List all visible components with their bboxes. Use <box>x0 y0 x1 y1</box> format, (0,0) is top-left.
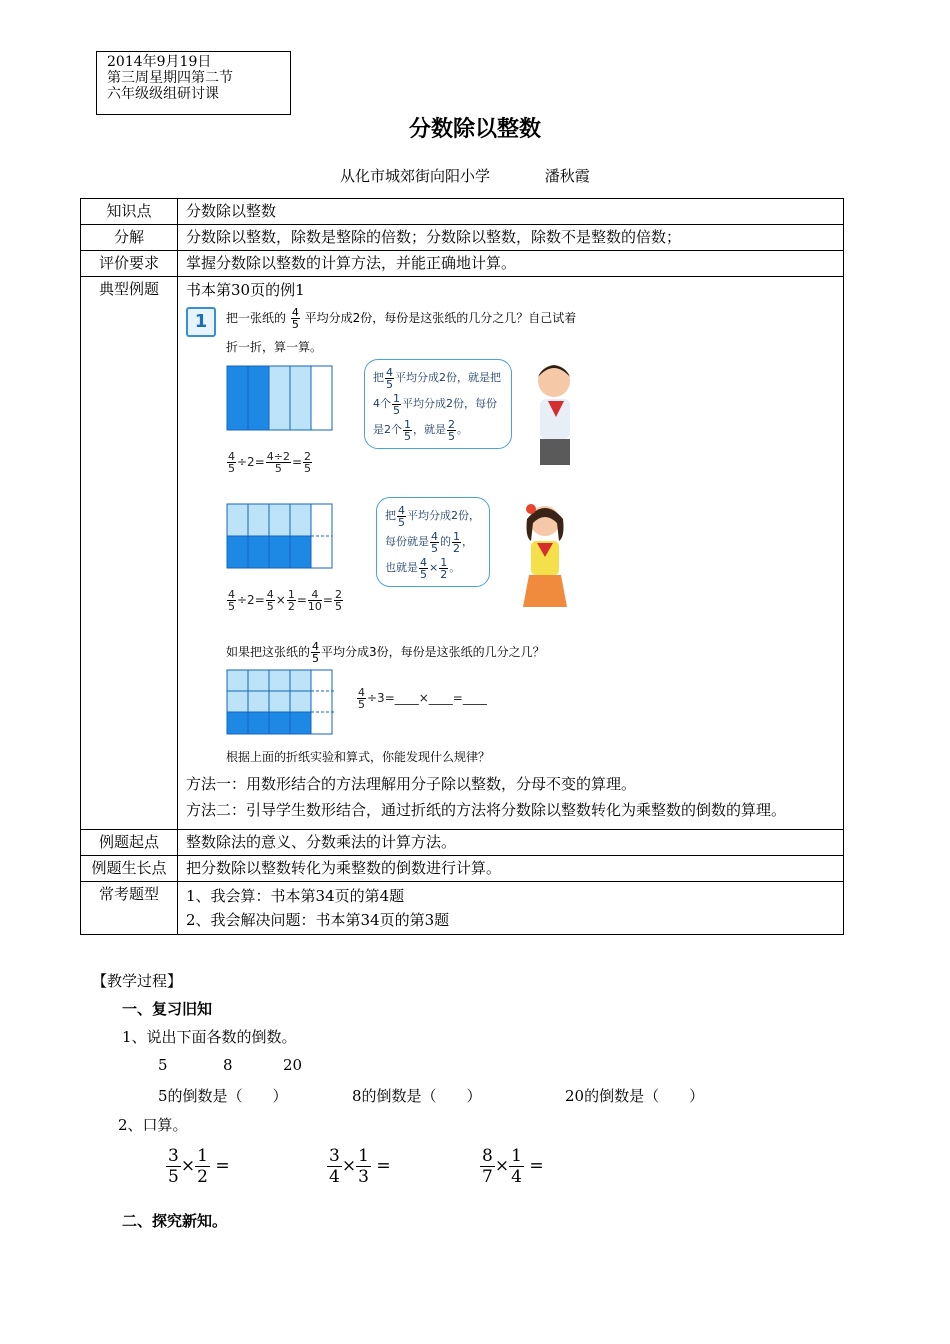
reciprocal-blank-5: 5的倒数是（ ） <box>158 1087 288 1105</box>
lesson-date: 2014年9月19日 <box>107 54 212 70</box>
question-line-2: 折一折，算一算。 <box>226 340 323 354</box>
number-5: 5 <box>158 1056 168 1074</box>
fraction-1-5: $\frac{1}{5}$ <box>393 391 400 417</box>
fraction-4-5: $\frac{4}{5}$ <box>291 306 299 331</box>
boy-illustration <box>526 359 586 479</box>
row-label: 分解 <box>81 225 178 251</box>
reciprocal-blank-20: 20的倒数是（ ） <box>565 1087 705 1105</box>
question-line-4: 根据上面的折纸实验和算式，你能发现什么规律？ <box>226 750 491 764</box>
q1b-text: 平均分成2份，每份是这张纸的几分之几？自己试着 <box>304 311 577 325</box>
common-item-1: 1、我会算：书本第34页的第4题 <box>186 887 405 905</box>
lesson-table <box>80 198 844 935</box>
row-content: 整数除法的意义、分数乘法的计算方法。 <box>178 830 844 856</box>
row-label: 典型例题 <box>81 277 178 830</box>
row-label: 例题起点 <box>81 830 178 856</box>
table-row <box>81 251 844 277</box>
row-content <box>178 882 844 935</box>
section-review: 一、复习旧知 <box>122 1000 213 1018</box>
row-label: 评价要求 <box>81 251 178 277</box>
fraction-2-5: $\frac{2}{5}$ <box>448 417 455 443</box>
textbook-excerpt <box>186 301 826 771</box>
paper-fold-diagram-1 <box>226 365 334 433</box>
equation-2: $\frac{4}{5}$ ÷2= $\frac{4}{5}$ × $\frac{1}{2}$ = $\frac{4}{10}$ = $\frac{2}{5}$ <box>228 588 342 613</box>
number-20: 20 <box>283 1056 303 1074</box>
calc-expression-1: $\frac{3}{5}$ × $\frac{1}{2}$ = <box>168 1146 230 1187</box>
lesson-period: 第三周星期四第二节 <box>107 70 233 86</box>
table-row <box>81 856 844 882</box>
row-label: 常考题型 <box>81 882 178 935</box>
example-number-badge: 1 <box>186 307 216 337</box>
lesson-type: 六年级级组研讨课 <box>107 86 219 102</box>
number-8: 8 <box>223 1056 233 1074</box>
question-mental-calc: 2、口算。 <box>118 1116 188 1134</box>
author-line <box>340 165 640 186</box>
author-name: 潘秋霞 <box>544 167 590 185</box>
table-row <box>81 225 844 251</box>
method-one: 方法一：用数形结合的方法理解用分子除以整数，分母不变的算理。 <box>186 775 637 793</box>
example-cell <box>178 277 844 830</box>
table-row <box>81 882 844 935</box>
row-label: 例题生长点 <box>81 856 178 882</box>
row-label: 知识点 <box>81 199 178 225</box>
question-line-3: 如果把这张纸的 $\frac{4}{5}$ 平均分成3份，每份是这张纸的几分之几？ <box>226 640 545 665</box>
row-content: 分数除以整数，除数是整除的倍数；分数除以整数，除数不是整数的倍数； <box>178 225 844 251</box>
speech-bubble-girl: 把 $\frac{4}{5}$ 平均分成2份， 每份就是 $\frac{4}{5}$ 的 $\frac{1}{2}$ ， 也就是 $\frac{4}{5}$ × $\frac{1}{2}$ 。 <box>376 497 490 587</box>
girl-illustration <box>511 497 581 617</box>
page-title: 分数除以整数 <box>408 117 541 142</box>
reciprocal-blank-8: 8的倒数是（ ） <box>352 1087 482 1105</box>
paper-fold-diagram-2 <box>226 503 334 571</box>
q1-text: 把一张纸的 <box>226 311 287 325</box>
process-heading: 【教学过程】 <box>92 972 183 990</box>
section-explore: 二、探究新知。 <box>122 1212 228 1230</box>
school-name: 从化市城郊街向阳小学 <box>340 167 491 185</box>
common-item-2: 2、我会解决问题：书本第34页的第3题 <box>186 911 450 929</box>
lesson-info-box <box>96 51 291 115</box>
row-content: 把分数除以整数转化为乘整数的倒数进行计算。 <box>178 856 844 882</box>
equation-3: $\frac{4}{5}$ ÷3=____×____=____ <box>358 686 487 711</box>
example-reference: 书本第30页的例1 <box>186 281 305 299</box>
fraction-1-5: $\frac{1}{5}$ <box>404 417 411 443</box>
method-two: 方法二：引导学生数形结合，通过折纸的方法将分数除以整数转化为乘整数的倒数的算理。 <box>186 801 787 819</box>
speech-bubble-boy: 把 $\frac{4}{5}$ 平均分成2份，就是把 4个 $\frac{1}{5}$ 平均分成2份，每份 是2个 $\frac{1}{5}$ ，就是 $\frac{2}{5}$ 。 <box>364 359 512 449</box>
question-reciprocal: 1、说出下面各数的倒数。 <box>122 1028 297 1046</box>
question-line-1 <box>226 307 576 330</box>
table-row <box>81 199 844 225</box>
row-content: 分数除以整数 <box>178 199 844 225</box>
fraction-4-5: $\frac{4}{5}$ <box>386 365 393 391</box>
calc-expression-3: $\frac{8}{7}$ × $\frac{1}{4}$ = <box>482 1146 544 1187</box>
paper-fold-diagram-3 <box>226 669 338 737</box>
calc-expression-2: $\frac{3}{4}$ × $\frac{1}{3}$ = <box>329 1146 391 1187</box>
table-row <box>81 830 844 856</box>
row-content: 掌握分数除以整数的计算方法，并能正确地计算。 <box>178 251 844 277</box>
equation-1: $\frac{4}{5}$ ÷2= $\frac{4\div 2}{5}$ = $\frac{2}{5}$ <box>228 450 312 475</box>
table-row <box>81 277 844 830</box>
